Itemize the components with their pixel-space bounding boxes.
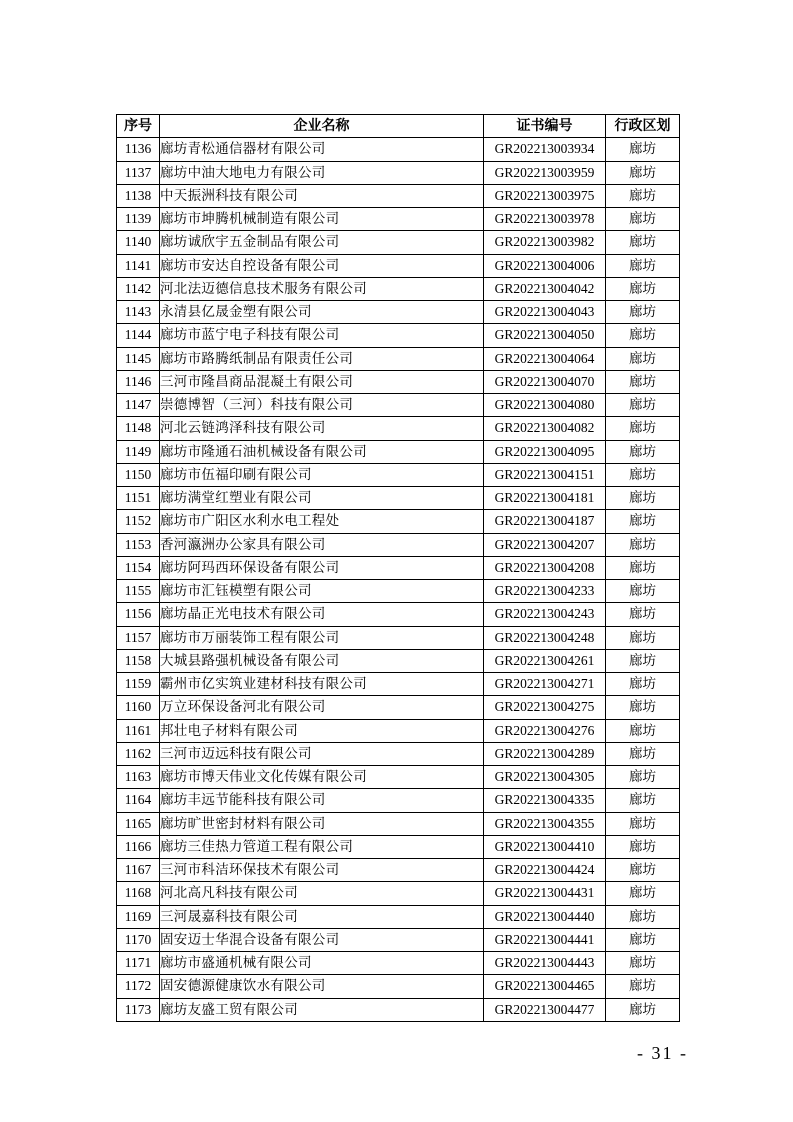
cell-seq: 1169 — [117, 905, 160, 928]
cell-district: 廊坊 — [606, 835, 680, 858]
cell-district: 廊坊 — [606, 254, 680, 277]
cell-certificate-number: GR202213004271 — [484, 673, 606, 696]
cell-district: 廊坊 — [606, 859, 680, 882]
table-row — [117, 556, 680, 579]
table-row — [117, 184, 680, 207]
cell-certificate-number: GR202213004424 — [484, 859, 606, 882]
header-seq: 序号 — [117, 115, 160, 138]
cell-company-name: 廊坊市安达自控设备有限公司 — [160, 254, 484, 277]
cell-certificate-number: GR202213004082 — [484, 417, 606, 440]
cell-seq: 1172 — [117, 975, 160, 998]
cell-seq: 1144 — [117, 324, 160, 347]
cell-certificate-number: GR202213004243 — [484, 603, 606, 626]
cell-district: 廊坊 — [606, 789, 680, 812]
table-row — [117, 882, 680, 905]
cell-seq: 1139 — [117, 208, 160, 231]
table-row — [117, 928, 680, 951]
cell-company-name: 廊坊市盛通机械有限公司 — [160, 952, 484, 975]
cell-certificate-number: GR202213003934 — [484, 138, 606, 161]
table-row — [117, 277, 680, 300]
cell-district: 廊坊 — [606, 812, 680, 835]
header-district: 行政区划 — [606, 115, 680, 138]
cell-seq: 1146 — [117, 370, 160, 393]
cell-district: 廊坊 — [606, 231, 680, 254]
table-row — [117, 998, 680, 1021]
cell-company-name: 廊坊市坤腾机械制造有限公司 — [160, 208, 484, 231]
cell-certificate-number: GR202213004441 — [484, 928, 606, 951]
table-row — [117, 766, 680, 789]
cell-certificate-number: GR202213003959 — [484, 161, 606, 184]
table-row — [117, 487, 680, 510]
cell-company-name: 廊坊满堂红塑业有限公司 — [160, 487, 484, 510]
cell-seq: 1156 — [117, 603, 160, 626]
header-cert: 证书编号 — [484, 115, 606, 138]
cell-company-name: 廊坊市路腾纸制品有限责任公司 — [160, 347, 484, 370]
cell-company-name: 廊坊市博天伟业文化传媒有限公司 — [160, 766, 484, 789]
cell-seq: 1173 — [117, 998, 160, 1021]
cell-seq: 1143 — [117, 301, 160, 324]
cell-seq: 1155 — [117, 580, 160, 603]
cell-company-name: 廊坊丰远节能科技有限公司 — [160, 789, 484, 812]
cell-company-name: 廊坊晶正光电技术有限公司 — [160, 603, 484, 626]
cell-seq: 1164 — [117, 789, 160, 812]
cell-certificate-number: GR202213004187 — [484, 510, 606, 533]
cell-company-name: 河北法迈德信息技术服务有限公司 — [160, 277, 484, 300]
cell-district: 廊坊 — [606, 626, 680, 649]
table-row — [117, 626, 680, 649]
cell-company-name: 廊坊市广阳区水利水电工程处 — [160, 510, 484, 533]
cell-district: 廊坊 — [606, 742, 680, 765]
table-row — [117, 254, 680, 277]
cell-seq: 1153 — [117, 533, 160, 556]
cell-seq: 1152 — [117, 510, 160, 533]
cell-certificate-number: GR202213004095 — [484, 440, 606, 463]
cell-certificate-number: GR202213004276 — [484, 719, 606, 742]
cell-district: 廊坊 — [606, 487, 680, 510]
cell-certificate-number: GR202213004181 — [484, 487, 606, 510]
cell-certificate-number: GR202213004443 — [484, 952, 606, 975]
cell-certificate-number: GR202213004289 — [484, 742, 606, 765]
cell-company-name: 崇德博智（三河）科技有限公司 — [160, 394, 484, 417]
cell-seq: 1147 — [117, 394, 160, 417]
cell-seq: 1151 — [117, 487, 160, 510]
table-row — [117, 719, 680, 742]
cell-certificate-number: GR202213004355 — [484, 812, 606, 835]
cell-company-name: 廊坊青松通信器材有限公司 — [160, 138, 484, 161]
table-row — [117, 789, 680, 812]
cell-company-name: 廊坊市蓝宁电子科技有限公司 — [160, 324, 484, 347]
table-row — [117, 975, 680, 998]
cell-company-name: 固安迈士华混合设备有限公司 — [160, 928, 484, 951]
cell-company-name: 永清县亿晟金塑有限公司 — [160, 301, 484, 324]
cell-district: 廊坊 — [606, 719, 680, 742]
header-row — [117, 115, 680, 138]
cell-district: 廊坊 — [606, 998, 680, 1021]
table-row — [117, 394, 680, 417]
cell-company-name: 固安德源健康饮水有限公司 — [160, 975, 484, 998]
cell-district: 廊坊 — [606, 928, 680, 951]
cell-certificate-number: GR202213004208 — [484, 556, 606, 579]
table-row — [117, 138, 680, 161]
table-row — [117, 161, 680, 184]
cell-seq: 1150 — [117, 463, 160, 486]
cell-seq: 1140 — [117, 231, 160, 254]
cell-company-name: 廊坊市伍福印刷有限公司 — [160, 463, 484, 486]
table-row — [117, 324, 680, 347]
cell-company-name: 廊坊市汇钰模塑有限公司 — [160, 580, 484, 603]
cell-seq: 1168 — [117, 882, 160, 905]
cell-company-name: 三河市隆昌商品混凝土有限公司 — [160, 370, 484, 393]
cell-district: 廊坊 — [606, 324, 680, 347]
enterprise-table — [116, 114, 680, 1022]
cell-certificate-number: GR202213004006 — [484, 254, 606, 277]
cell-district: 廊坊 — [606, 417, 680, 440]
cell-certificate-number: GR202213004248 — [484, 626, 606, 649]
cell-company-name: 廊坊诚欣宇五金制品有限公司 — [160, 231, 484, 254]
cell-company-name: 大城县路强机械设备有限公司 — [160, 649, 484, 672]
cell-company-name: 三河市迈远科技有限公司 — [160, 742, 484, 765]
cell-district: 廊坊 — [606, 277, 680, 300]
cell-certificate-number: GR202213004070 — [484, 370, 606, 393]
cell-certificate-number: GR202213004043 — [484, 301, 606, 324]
table-row — [117, 696, 680, 719]
table-row — [117, 603, 680, 626]
table-row — [117, 533, 680, 556]
cell-certificate-number: GR202213004233 — [484, 580, 606, 603]
cell-certificate-number: GR202213004465 — [484, 975, 606, 998]
cell-company-name: 霸州市亿实筑业建材科技有限公司 — [160, 673, 484, 696]
table-body — [117, 138, 680, 1022]
cell-seq: 1161 — [117, 719, 160, 742]
cell-certificate-number: GR202213003978 — [484, 208, 606, 231]
cell-district: 廊坊 — [606, 370, 680, 393]
cell-seq: 1171 — [117, 952, 160, 975]
cell-company-name: 万立环保设备河北有限公司 — [160, 696, 484, 719]
table-row — [117, 673, 680, 696]
table-row — [117, 835, 680, 858]
cell-district: 廊坊 — [606, 510, 680, 533]
cell-company-name: 廊坊三佳热力管道工程有限公司 — [160, 835, 484, 858]
cell-district: 廊坊 — [606, 603, 680, 626]
cell-certificate-number: GR202213004064 — [484, 347, 606, 370]
cell-district: 廊坊 — [606, 580, 680, 603]
table-row — [117, 347, 680, 370]
cell-certificate-number: GR202213004477 — [484, 998, 606, 1021]
cell-district: 廊坊 — [606, 882, 680, 905]
table-header — [117, 115, 680, 138]
cell-seq: 1162 — [117, 742, 160, 765]
cell-seq: 1157 — [117, 626, 160, 649]
cell-district: 廊坊 — [606, 766, 680, 789]
table-row — [117, 301, 680, 324]
cell-company-name: 三河市科洁环保技术有限公司 — [160, 859, 484, 882]
cell-certificate-number: GR202213004410 — [484, 835, 606, 858]
cell-seq: 1163 — [117, 766, 160, 789]
cell-company-name: 廊坊旷世密封材料有限公司 — [160, 812, 484, 835]
cell-district: 廊坊 — [606, 649, 680, 672]
cell-company-name: 廊坊友盛工贸有限公司 — [160, 998, 484, 1021]
cell-district: 廊坊 — [606, 905, 680, 928]
cell-seq: 1167 — [117, 859, 160, 882]
cell-district: 廊坊 — [606, 301, 680, 324]
table-row — [117, 231, 680, 254]
cell-district: 廊坊 — [606, 184, 680, 207]
cell-seq: 1166 — [117, 835, 160, 858]
cell-certificate-number: GR202213004305 — [484, 766, 606, 789]
cell-district: 廊坊 — [606, 463, 680, 486]
cell-district: 廊坊 — [606, 440, 680, 463]
cell-certificate-number: GR202213003975 — [484, 184, 606, 207]
table-row — [117, 905, 680, 928]
cell-seq: 1137 — [117, 161, 160, 184]
cell-district: 廊坊 — [606, 533, 680, 556]
cell-seq: 1142 — [117, 277, 160, 300]
cell-district: 廊坊 — [606, 556, 680, 579]
cell-district: 廊坊 — [606, 952, 680, 975]
cell-company-name: 廊坊中油大地电力有限公司 — [160, 161, 484, 184]
table-row — [117, 649, 680, 672]
cell-certificate-number: GR202213004042 — [484, 277, 606, 300]
header-name: 企业名称 — [160, 115, 484, 138]
cell-district: 廊坊 — [606, 161, 680, 184]
cell-certificate-number: GR202213003982 — [484, 231, 606, 254]
cell-company-name: 廊坊市万丽装饰工程有限公司 — [160, 626, 484, 649]
cell-seq: 1141 — [117, 254, 160, 277]
cell-company-name: 河北云链鸿泽科技有限公司 — [160, 417, 484, 440]
table-row — [117, 440, 680, 463]
cell-seq: 1148 — [117, 417, 160, 440]
table-row — [117, 812, 680, 835]
cell-certificate-number: GR202213004207 — [484, 533, 606, 556]
cell-certificate-number: GR202213004080 — [484, 394, 606, 417]
cell-company-name: 中天振洲科技有限公司 — [160, 184, 484, 207]
table-row — [117, 580, 680, 603]
cell-seq: 1136 — [117, 138, 160, 161]
table-row — [117, 208, 680, 231]
cell-certificate-number: GR202213004275 — [484, 696, 606, 719]
table-row — [117, 859, 680, 882]
table-row — [117, 370, 680, 393]
cell-company-name: 廊坊市隆通石油机械设备有限公司 — [160, 440, 484, 463]
table-row — [117, 510, 680, 533]
cell-seq: 1145 — [117, 347, 160, 370]
cell-seq: 1165 — [117, 812, 160, 835]
cell-company-name: 廊坊阿玛西环保设备有限公司 — [160, 556, 484, 579]
cell-district: 廊坊 — [606, 138, 680, 161]
table-row — [117, 742, 680, 765]
cell-certificate-number: GR202213004261 — [484, 649, 606, 672]
cell-seq: 1159 — [117, 673, 160, 696]
cell-district: 廊坊 — [606, 347, 680, 370]
cell-seq: 1154 — [117, 556, 160, 579]
cell-company-name: 香河瀛洲办公家具有限公司 — [160, 533, 484, 556]
cell-company-name: 河北高凡科技有限公司 — [160, 882, 484, 905]
cell-company-name: 三河晟嘉科技有限公司 — [160, 905, 484, 928]
table-row — [117, 952, 680, 975]
cell-certificate-number: GR202213004335 — [484, 789, 606, 812]
cell-district: 廊坊 — [606, 673, 680, 696]
cell-seq: 1170 — [117, 928, 160, 951]
cell-seq: 1158 — [117, 649, 160, 672]
cell-certificate-number: GR202213004431 — [484, 882, 606, 905]
cell-seq: 1149 — [117, 440, 160, 463]
cell-seq: 1138 — [117, 184, 160, 207]
cell-certificate-number: GR202213004050 — [484, 324, 606, 347]
table-row — [117, 417, 680, 440]
cell-certificate-number: GR202213004151 — [484, 463, 606, 486]
cell-district: 廊坊 — [606, 394, 680, 417]
cell-certificate-number: GR202213004440 — [484, 905, 606, 928]
cell-company-name: 邦壮电子材料有限公司 — [160, 719, 484, 742]
cell-district: 廊坊 — [606, 696, 680, 719]
page-number: - 31 - — [637, 1043, 688, 1063]
table-row — [117, 463, 680, 486]
cell-district: 廊坊 — [606, 975, 680, 998]
cell-seq: 1160 — [117, 696, 160, 719]
cell-district: 廊坊 — [606, 208, 680, 231]
